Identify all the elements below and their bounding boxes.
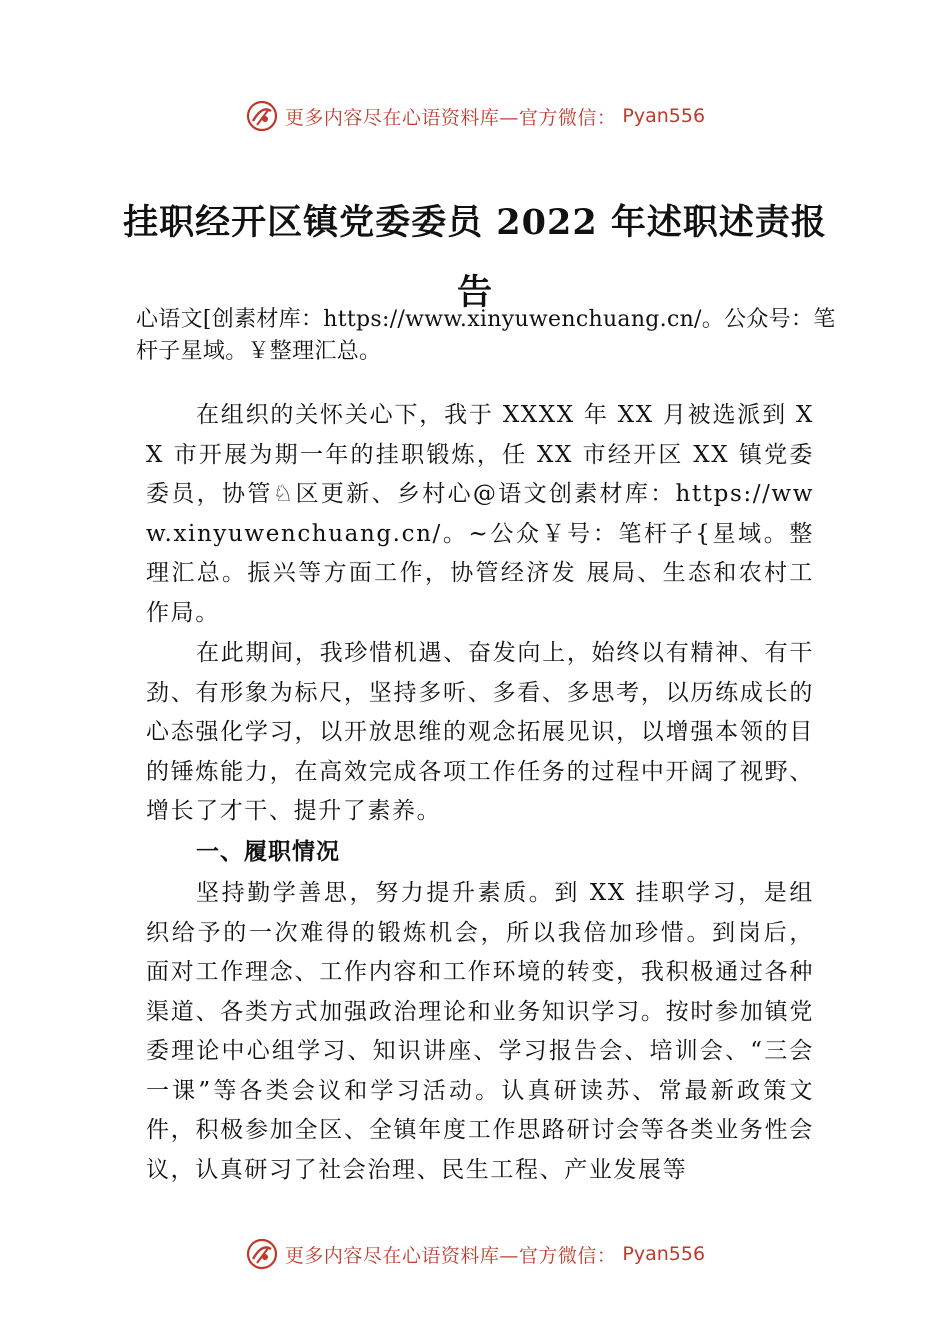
- source-line: 心语文[创素材库：https://www.xinyuwenchuang.cn/。公众号：笔杆子星域。￥整理汇总。: [136, 307, 836, 364]
- section-heading: 一、履职情况: [196, 839, 340, 865]
- paragraph-2: 在此期间，我珍惜机遇、奋发向上，始终以有精神、有干劲、有形象为标尺，坚持多听、多看、多思考，以历练成长的心态强化学习，以开放思维的观念拓展见识，以增强本领的目的锤炼能力，在高效完成各项工作任务的过程中开阔了视野、增长了才干、提升了素养。: [146, 640, 814, 824]
- header-watermark-banner: [0, 94, 950, 138]
- paragraph-3: 坚持勤学善思，努力提升素质。到 XX 挂职学习，是组织给予的一次难得的锻炼机会，所以我倍加珍惜。到岗后， 面对工作理念、工作内容和工作环境的转变，我积极通过各种渠道、各类方式加强政治理论和业务知识学习。按时参加镇党委理论中心组学习、知识讲座、学习报告会、培训会、“三会一课”等各类会议和学习活动。认真研读苏、常最新政策文件，积极参加全区、全镇年度工作思路研讨会等各类业务性会议，认真研习了社会治理、民生工程、产业发展等: [146, 880, 814, 1183]
- banner-text: 更多内容尽在心语资料库—官方微信：: [284, 106, 617, 129]
- logo-icon: [245, 1237, 279, 1271]
- document-title: 挂职经开区镇党委委员 2022 年述职述责报告: [123, 202, 827, 313]
- banner-wechat-id: Pyan556: [622, 1243, 706, 1265]
- banner-text: 更多内容尽在心语资料库—官方微信：: [284, 1244, 617, 1267]
- logo-icon: [245, 99, 279, 133]
- footer-watermark-banner: [0, 1232, 950, 1276]
- banner-wechat-id: Pyan556: [622, 105, 706, 127]
- paragraph-1: 在组织的关怀关心下，我于 XXXX 年 XX 月被选派到 XX 市开展为期一年的挂职锻炼，任 XX 市经开区 XX 镇党委委员，协管♘区更新、乡村心@语文创素材库：https://www.xinyuwenchuang.cn/。~公众￥号：笔杆子{星域。整理汇总。振兴等方面工作，协管经济发 展局、生态和农村工作局。: [146, 402, 814, 626]
